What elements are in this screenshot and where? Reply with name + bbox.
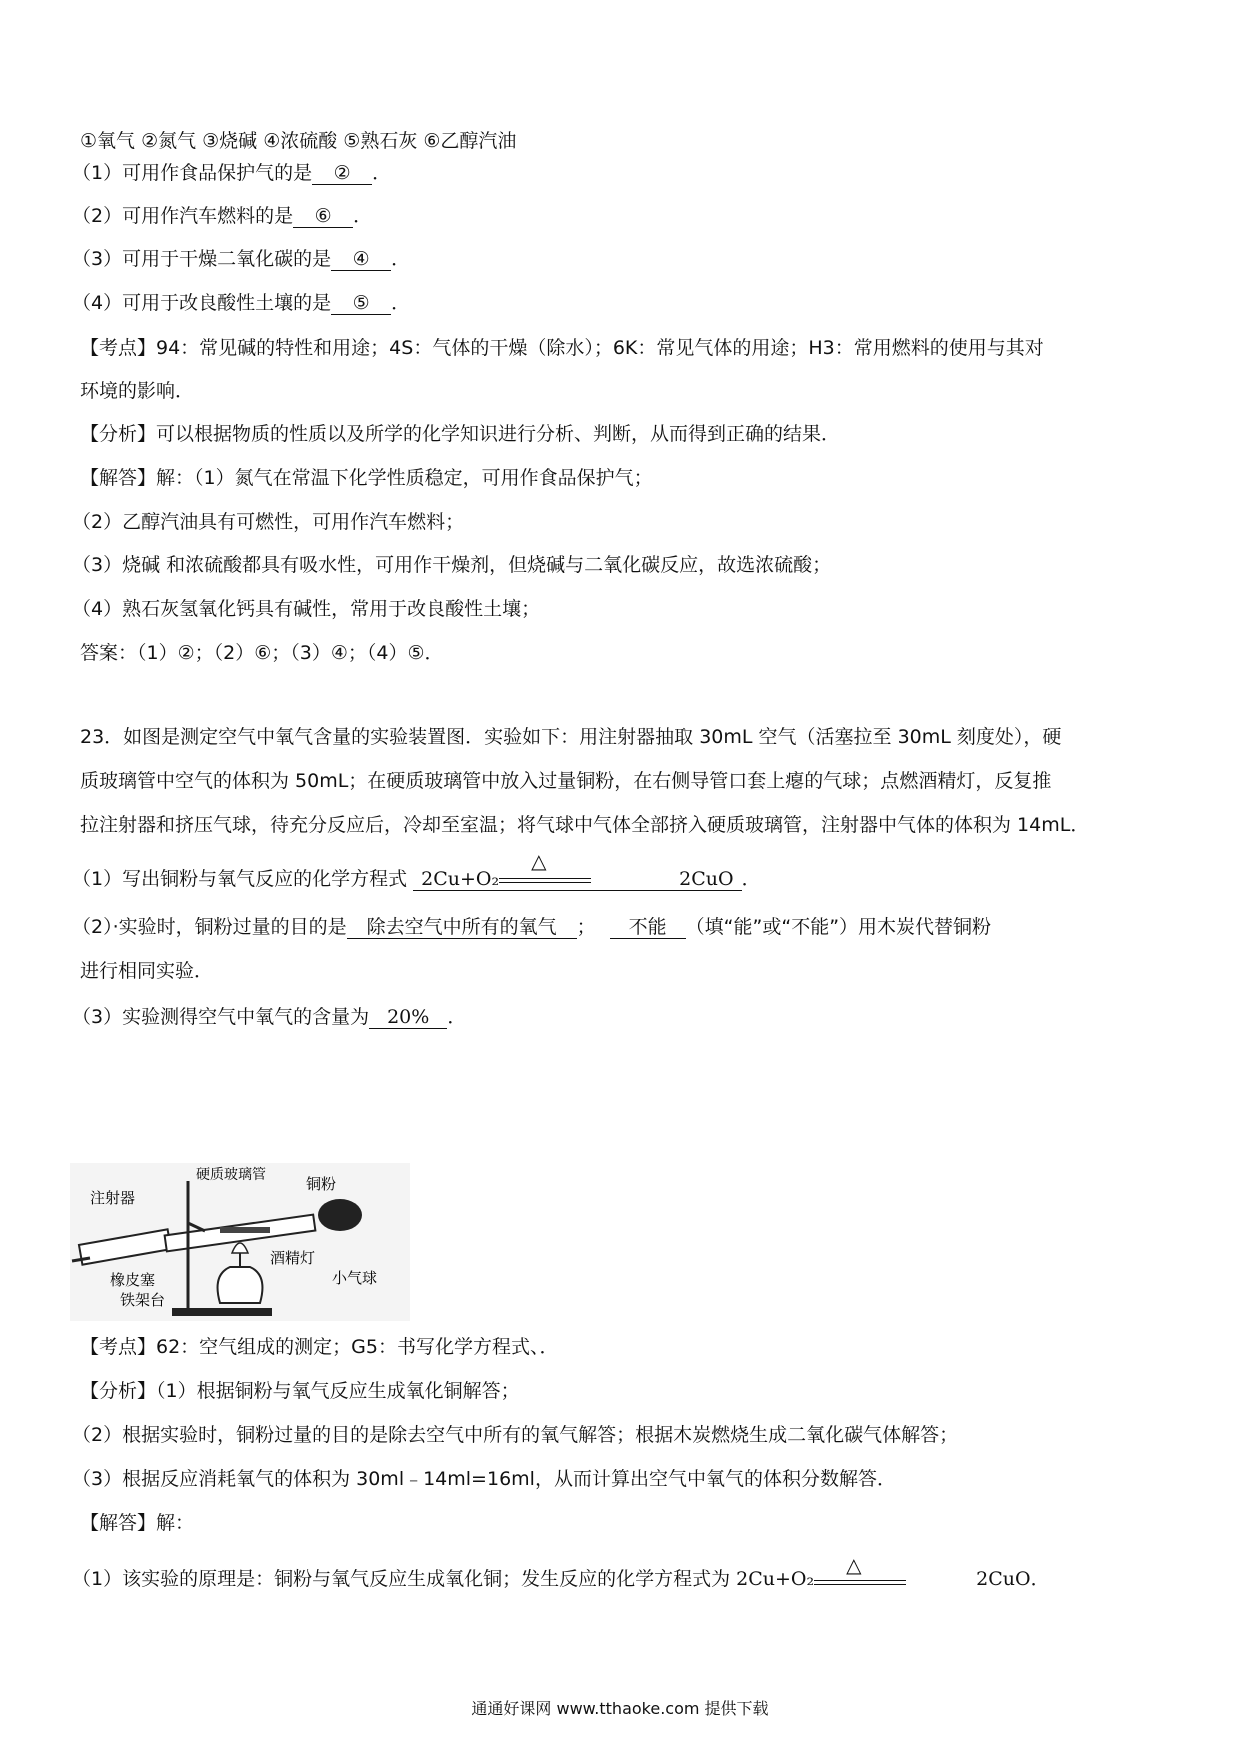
q23-stem-1: 23．如图是测定空气中氧气含量的实验装置图．实验如下：用注射器抽取 30mL 空气（活塞拉至 30mL 刻度处），硬	[80, 726, 1062, 748]
label-syringe: 注射器	[90, 1189, 136, 1207]
q23-2	[72, 914, 991, 940]
q23-2-suffix: （填“能”或“不能”）用木炭代替铜粉	[685, 916, 992, 938]
q22-suffix-3: ．	[391, 248, 411, 270]
q22-item-3	[72, 246, 410, 272]
jieda-2-1-right: 2CuO．	[976, 1568, 1050, 1590]
options-line: ①氧气 ②氮气 ③烧碱 ④浓硫酸 ⑤熟石灰 ⑥乙醇汽油	[80, 130, 517, 152]
heating-arrow-icon	[814, 1553, 906, 1592]
kaodian-1b: 环境的影响．	[80, 380, 195, 402]
q22-item-2	[72, 203, 372, 229]
jieda-1-line-4: （4）熟石灰氢氧化钙具有碱性，常用于改良酸性土壤；	[72, 598, 541, 620]
jieda-1-line-1: 【解答】解：（1）氮气在常温下化学性质稳定，可用作食品保护气；	[80, 467, 653, 489]
triangle-icon: △	[531, 849, 547, 873]
label-copper: 铜粉	[306, 1175, 337, 1193]
q23-stem-3: 拉注射器和挤压气球，待充分反应后，冷却至室温；将气球中气体全部挤入硬质玻璃管，注射器中气体的体积为 14mL．	[80, 814, 1090, 836]
q22-prefix-2: （2）可用作汽车燃料的是	[72, 205, 294, 227]
label-tube: 硬质玻璃管	[196, 1167, 266, 1183]
jieda-1-line-3: （3）烧碱 和浓硫酸都具有吸水性，可用作干燥剂，但烧碱与二氧化碳反应，故选浓硫酸；	[72, 554, 832, 576]
triangle-icon: △	[846, 1553, 862, 1577]
fenxi-2-line-3: （3）根据反应消耗氧气的体积为 30ml﹣14ml=16ml，从而计算出空气中氧气的体积分数解答．	[72, 1468, 896, 1490]
q23-3-suffix: ．	[447, 1006, 467, 1028]
q23-1-equation	[413, 849, 741, 891]
q23-2-prefix: （2）·实验时，铜粉过量的目的是	[72, 916, 347, 938]
q23-stem-2: 质玻璃管中空气的体积为 50mL；在硬质玻璃管中放入过量铜粉，在右侧导管口套上瘪的气球；点燃酒精灯，反复推	[80, 770, 1052, 792]
q22-item-4	[72, 290, 410, 316]
fenxi-1: 【分析】可以根据物质的性质以及所学的化学知识进行分析、判断，从而得到正确的结果．	[80, 423, 841, 445]
q23-1	[72, 849, 761, 892]
q23-1-prefix: （1）写出铜粉与氧气反应的化学方程式	[72, 868, 408, 890]
jieda-2-1-left: 2Cu+O₂	[736, 1568, 815, 1590]
q23-3-prefix: （3）实验测得空气中氧气的含量为	[72, 1006, 370, 1028]
q23-2-sep: ；	[576, 916, 596, 938]
q23-3	[72, 1004, 466, 1030]
fenxi-2-line-1: 【分析】（1）根据铜粉与氧气反应生成氧化铜解答；	[80, 1380, 520, 1402]
fenxi-2-line-2: （2）根据实验时，铜粉过量的目的是除去空气中所有的氧气解答；根据木炭燃烧生成二氧化碳气体解答；	[72, 1424, 959, 1446]
q23-1-suffix: ．	[741, 868, 761, 890]
q22-suffix-1: ．	[372, 162, 392, 184]
q22-prefix-1: （1）可用作食品保护气的是	[72, 162, 313, 184]
q23-2-answer2: 不能	[610, 916, 686, 939]
jieda-2-1-prefix: （1）该实验的原理是：铜粉与氧气反应生成氧化铜；发生反应的化学方程式为	[72, 1568, 737, 1590]
page-footer: 通通好课网 www.tthaoke.com 提供下载	[471, 1699, 769, 1718]
q22-prefix-4: （4）可用于改良酸性土壤的是	[72, 292, 332, 314]
q23-2-answer1: 除去空气中所有的氧气	[347, 916, 577, 939]
q22-answer-1: ②	[312, 162, 372, 185]
q22-answer-3: ④	[331, 248, 391, 271]
jieda-1-answer: 答案：（1）②；（2）⑥；（3）④；（4）⑤．	[80, 642, 444, 664]
q22-item-1	[72, 160, 391, 186]
label-lamp: 酒精灯	[270, 1249, 316, 1267]
heating-arrow-icon	[499, 849, 591, 890]
q22-suffix-2: ．	[353, 205, 373, 227]
q22-answer-4: ⑤	[331, 292, 391, 315]
q22-answer-2: ⑥	[293, 205, 353, 228]
label-balloon: 小气球	[332, 1269, 378, 1287]
q23-1-left: 2Cu+O₂	[421, 868, 500, 890]
jieda-2: 【解答】解：	[80, 1512, 195, 1534]
q22-prefix-3: （3）可用于干燥二氧化碳的是	[72, 248, 332, 270]
kaodian-2: 【考点】62：空气组成的测定；G5：书写化学方程式、．	[80, 1336, 559, 1358]
apparatus-figure	[70, 1163, 410, 1321]
label-stopper: 橡皮塞	[110, 1271, 156, 1289]
jieda-1-line-2: （2）乙醇汽油具有可燃性，可用作汽车燃料；	[72, 511, 465, 533]
jieda-2-1	[72, 1553, 1050, 1592]
label-stand: 铁架台	[120, 1291, 166, 1309]
q22-suffix-4: ．	[391, 292, 411, 314]
q23-3-answer: 20%	[369, 1006, 447, 1029]
q23-2-line2: 进行相同实验．	[80, 960, 214, 982]
q23-1-right: 2CuO	[679, 868, 734, 890]
kaodian-1a: 【考点】94：常见碱的特性和用途；4S：气体的干燥（除水）；6K：常见气体的用途；H3：常用燃料的使用与其对	[80, 337, 1044, 359]
